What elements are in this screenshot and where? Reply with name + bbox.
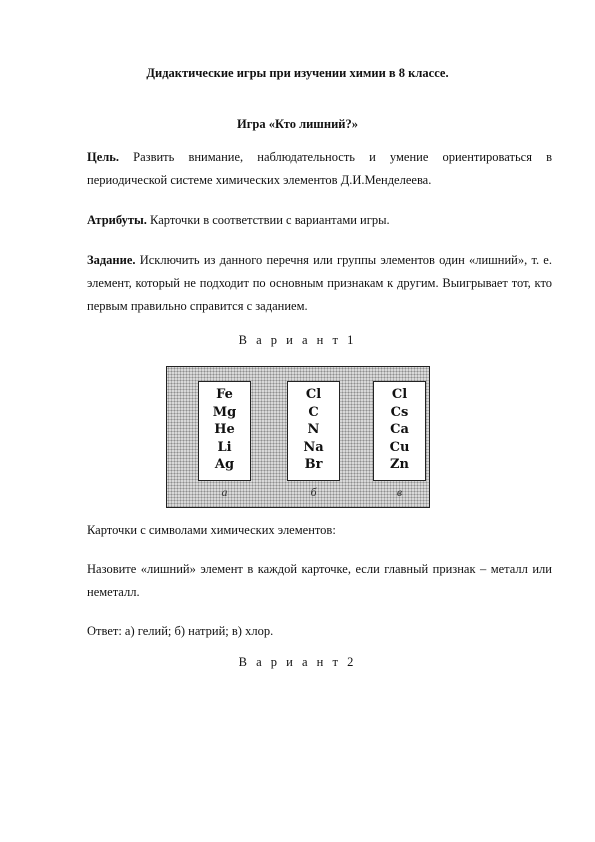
element-symbol: Br	[304, 457, 323, 472]
element-symbol: Na	[303, 439, 324, 455]
attributes-paragraph	[87, 209, 552, 232]
element-symbol: Cu	[389, 439, 410, 455]
element-symbol: C	[308, 404, 319, 420]
element-card-c	[373, 381, 426, 481]
element-symbol: Ag	[214, 457, 235, 472]
task-label: Задание.	[87, 253, 136, 267]
document-title: Дидактические игры при изучении химии в 8 классе.	[146, 66, 449, 80]
attributes-text: Карточки в соответствии с вариантами игры.	[146, 213, 390, 227]
cards-caption: Карточки с символами химических элементов:	[87, 523, 336, 537]
attributes-label: Атрибуты.	[87, 213, 147, 227]
element-symbol: Fe	[216, 387, 233, 402]
goal-paragraph	[87, 146, 552, 192]
element-card-a	[198, 381, 251, 481]
element-symbol: Mg	[212, 404, 237, 420]
element-symbol: Ca	[390, 422, 409, 437]
element-symbol: He	[214, 422, 235, 437]
game-title: Игра «Кто лишний?»	[237, 117, 358, 131]
goal-label: Цель.	[87, 150, 120, 164]
variant2-heading: В а р и а н т 2	[238, 655, 357, 669]
variant1-heading: В а р и а н т 1	[238, 333, 357, 347]
answer-paragraph: Ответ: а) гелий; б) натрий; в) хлор.	[87, 624, 274, 638]
element-symbol: Cl	[391, 387, 408, 402]
element-cards-figure	[166, 366, 430, 508]
element-symbol: Cs	[390, 404, 409, 420]
element-symbol: Zn	[390, 457, 409, 472]
instruction-paragraph: Назовите «лишний» элемент в каждой карточке, если главный признак – металл или неметалл.	[87, 562, 552, 599]
card-label-c: в	[396, 485, 403, 499]
task-text: Исключить из данного перечня или группы элементов один «лишний», т. е. элемент, который не подходит по основным признакам к другим. Выигрывает тот, кто первым правильно справится с заданием.	[87, 253, 552, 313]
task-paragraph	[87, 249, 552, 318]
element-symbol: N	[307, 422, 320, 437]
element-card-b	[287, 381, 340, 481]
card-label-a: а	[221, 485, 228, 499]
goal-text: Развить внимание, наблюдательность и умение ориентироваться в периодической системе химических элементов Д.И.Менделеева.	[87, 150, 552, 187]
element-symbol: Cl	[305, 387, 322, 402]
card-label-b: б	[310, 485, 317, 499]
element-symbol: Li	[217, 439, 232, 455]
